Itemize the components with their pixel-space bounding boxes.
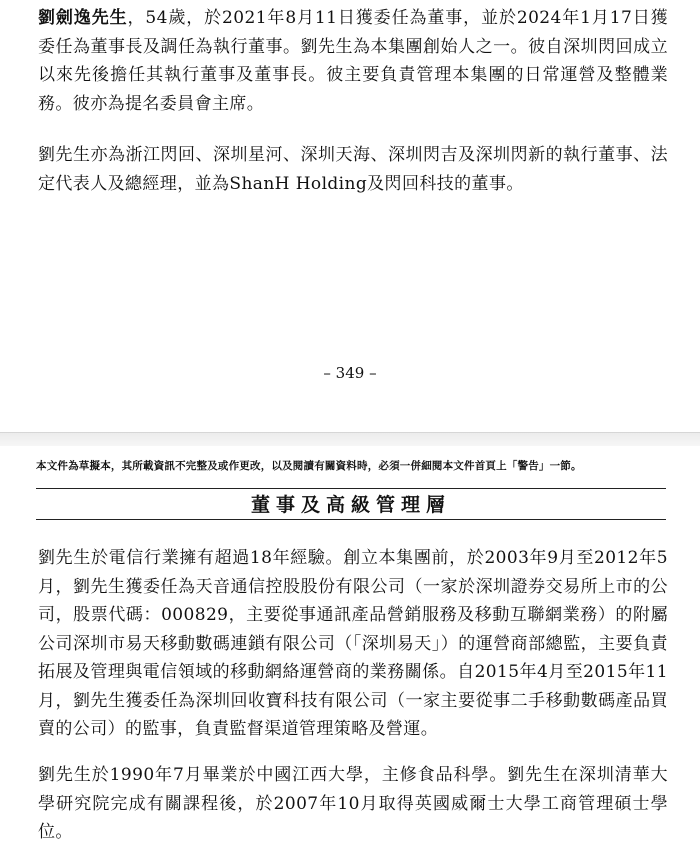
page-number: – 349 – <box>323 364 377 382</box>
director-roles-paragraph: 劉先生亦為浙江閃回、深圳星河、深圳天海、深圳閃吉及深圳閃新的執行董事、法定代表人及總經理，並為ShanH Holding及閃回科技的董事。 <box>38 145 668 194</box>
director-name: 劉劍逸先生 <box>38 8 128 28</box>
experience-paragraph: 劉先生於電信行業擁有超過18年經驗。創立本集團前，於2003年9月至2012年5月，劉先生獲委任為天音通信控股股份有限公司（一家於深圳證券交易所上市的公司，股票代碼：000829，主要從事通訊產品營銷服務及移動互聯網業務）的附屬公司深圳市易天移動數碼連鎖有限公司（「深圳易天」）的運營商部總監，主要負責拓展及管理與電信領域的移動網絡運營商的業務關係。自2015年4月至2015年11月，劉先生獲委任為深圳回收寶科技有限公司（一家主要從事二手移動數碼產品買賣的公司）的監事，負責監督渠道管理策略及營運。 <box>38 548 668 739</box>
title-bottom-rule <box>36 519 666 520</box>
page-separator <box>0 432 700 447</box>
title-top-rule <box>36 488 666 489</box>
draft-disclaimer: 本文件為草擬本，其所載資訊不完整及或作更改，以及閱讀有關資料時，必須一併細閱本文件首頁上「警告」一節。 <box>36 460 582 472</box>
director-bio-text: ，54歲，於2021年8月11日獲委任為董事，並於2024年1月17日獲委任為董事長及調任為執行董事。劉先生為本集團創始人之一。彼自深圳閃回成立以來先後擔任其執行董事及董事長。彼主要負責管理本集團的日常運營及整體業務。彼亦為提名委員會主席。 <box>38 8 668 114</box>
director-bio-paragraph <box>38 4 668 118</box>
section-title: 董事及高級管理層 <box>250 494 451 516</box>
education-paragraph: 劉先生於1990年7月畢業於中國江西大學，主修食品科學。劉先生在深圳清華大學研究院完成有關課程後，於2007年10月取得英國威爾士大學工商管理碩士學位。 <box>38 765 668 842</box>
